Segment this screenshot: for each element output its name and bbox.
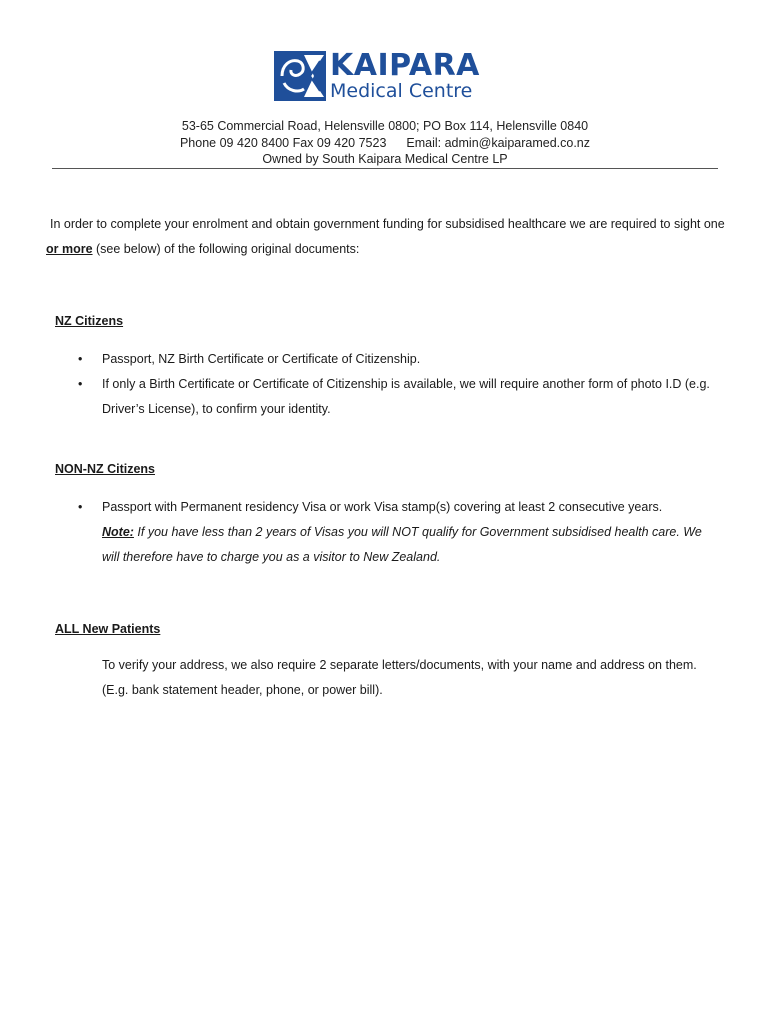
kaipara-logo-icon xyxy=(274,51,326,101)
note-text: If you have less than 2 years of Visas you will NOT qualify for Government subsidised health care. We will therefore have to charge you as a visitor to New Zealand. xyxy=(102,525,702,564)
bullet-icon: • xyxy=(78,377,83,391)
nz-citizens-list xyxy=(78,347,718,422)
non-nz-citizens-heading: NON-NZ Citizens xyxy=(55,462,155,476)
phone-email-line xyxy=(0,135,770,152)
bullet-icon: • xyxy=(78,352,83,366)
note-label: Note: xyxy=(102,525,134,539)
phone-fax: Phone 09 420 8400 Fax 09 420 7523 xyxy=(179,135,387,150)
logo-subtitle: Medical Centre xyxy=(330,80,473,102)
logo-name: KAIPARA xyxy=(330,48,480,83)
address-line: 53-65 Commercial Road, Helensville 0800; PO Box 114, Helensville 0840 xyxy=(181,119,589,133)
all-new-patients-heading: ALL New Patients xyxy=(55,622,161,636)
owner-line: Owned by South Kaipara Medical Centre LP xyxy=(262,152,508,166)
intro-text-end: (see below) of the following original documents: xyxy=(92,242,360,256)
intro-paragraph xyxy=(46,212,726,262)
all-new-patients-text: To verify your address, we also require 2 separate letters/documents, with your name and address on them. (E.g. bank statement header, phone, or power bill). xyxy=(102,658,697,697)
header-divider xyxy=(52,168,718,169)
bullet-icon: • xyxy=(78,500,83,514)
list-item: • Passport, NZ Birth Certificate or Certificate of Citizenship. xyxy=(78,347,718,372)
nz-citizens-heading: NZ Citizens xyxy=(55,314,124,328)
email: Email: admin@kaiparamed.co.nz xyxy=(406,135,591,150)
list-item: • If only a Birth Certificate or Certificate of Citizenship is available, we will require another form of photo I.D (e.g. Driver’s License), to confirm your identity. xyxy=(78,372,718,422)
contact-block xyxy=(0,118,770,168)
list-item: • Passport with Permanent residency Visa or work Visa stamp(s) covering at least 2 consecutive years. Note: If you have less than 2 years of Visas you will NOT qualify for Government subsidised health care. We will therefore have to charge you as a visitor to New Zealand. xyxy=(78,495,718,570)
intro-emphasis: or more xyxy=(46,242,93,256)
intro-text: In order to complete your enrolment and obtain government funding for subsidised healthcare we are required to sight one xyxy=(50,217,725,231)
non-nz-citizens-list xyxy=(78,495,718,570)
kaipara-logo xyxy=(274,50,496,102)
